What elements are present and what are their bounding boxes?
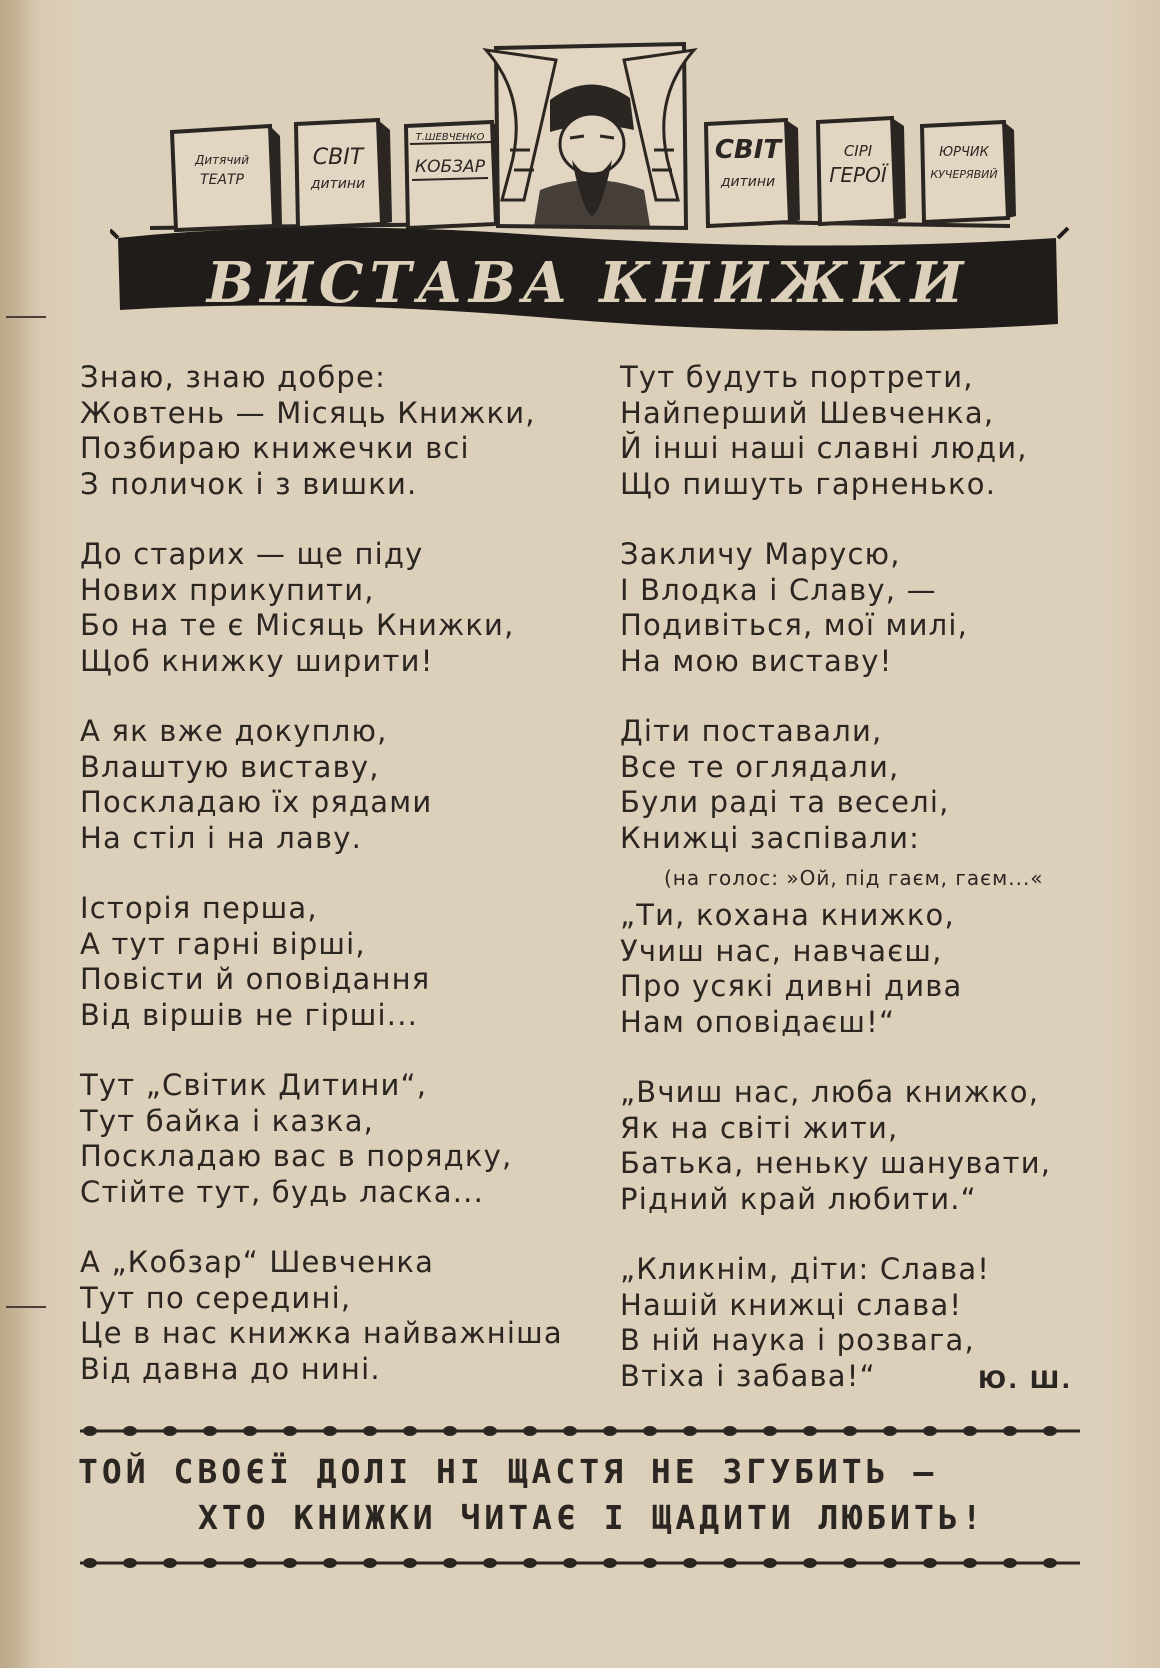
- book-5-label-1: СІРІ: [843, 142, 873, 160]
- poem-line: Нових прикупити,: [80, 572, 375, 607]
- book-3-label-2: КОБЗАР: [415, 157, 485, 177]
- stanza: [620, 1075, 1090, 1217]
- book-4-label-1: СВІТ: [714, 135, 782, 165]
- poem-line: Як на світі жити,: [620, 1110, 899, 1145]
- poem-line: А тут гарні вірші,: [80, 926, 366, 961]
- poem-line: Влаштую виставу,: [80, 749, 380, 784]
- ornament-rule-bottom: [80, 1556, 1080, 1570]
- poem-line: Стійте тут, будь ласка...: [80, 1174, 484, 1209]
- page-title: ВИСТАВА КНИЖКИ: [206, 250, 970, 316]
- poem-line: Що пишуть гарненько.: [620, 466, 997, 501]
- staple-mark: [6, 316, 46, 318]
- book-1-label-1: Дитячий: [194, 153, 250, 167]
- book-2-label-2: дитини: [310, 176, 366, 192]
- book-1: [172, 126, 282, 230]
- poem-line: Позбираю книжечки всі: [80, 431, 470, 465]
- poem-line: Від віршів не гірші...: [80, 997, 419, 1032]
- poem-left-column: [80, 360, 600, 1422]
- header-svg: [110, 40, 1070, 340]
- poem-line: Про усякі дивні дива: [620, 969, 963, 1003]
- poem-line: Тут по середині,: [80, 1280, 352, 1315]
- poem-line: Нашій книжці слава!: [620, 1287, 963, 1322]
- poem-line: Учиш нас, навчаєш,: [620, 933, 943, 968]
- header-illustration: [110, 40, 1070, 340]
- stanza: [80, 1245, 600, 1387]
- poem-line: Діти поставали,: [620, 714, 883, 748]
- poem-line: Тут байка і казка,: [80, 1103, 375, 1138]
- book-6: [922, 122, 1016, 222]
- poem-line: А „Кобзар“ Шевченка: [80, 1245, 435, 1279]
- poem-line: Все те оглядали,: [620, 749, 900, 784]
- motto-line-1: ТОЙ СВОЄЇ ДОЛІ НІ ЩАСТЯ НЕ ЗГУБИТЬ —: [78, 1452, 938, 1491]
- poem-line: До старих — ще піду: [80, 537, 424, 571]
- poem-line: Історія перша,: [80, 891, 318, 925]
- motto-line-2: ХТО КНИЖКИ ЧИТАЄ І ЩАДИТИ ЛЮБИТЬ!: [198, 1498, 986, 1537]
- stanza: [80, 360, 600, 502]
- poem-line: А як вже докуплю,: [80, 714, 388, 748]
- book-5-label-2: ГЕРОЇ: [829, 163, 887, 187]
- poem-line: На стіл і на лаву.: [80, 820, 363, 855]
- poem-line: „Ти, кохана книжко,: [620, 898, 955, 932]
- poem-line: Тут „Світик Дитини“,: [80, 1068, 428, 1102]
- tune-note: (на голос: »Ой, під гаєм, гаєм...«: [664, 866, 1044, 890]
- book-4-label-2: дитини: [720, 174, 776, 190]
- author-signature: Ю. Ш.: [978, 1366, 1073, 1394]
- stanza: [80, 1068, 600, 1210]
- poem-line: І Влодка і Славу, —: [620, 572, 937, 607]
- poem-line: В ній наука і розвага,: [620, 1323, 975, 1357]
- poem-line: Повісти й оповідання: [80, 962, 431, 996]
- book-3: [406, 122, 504, 228]
- book-6-label-1: ЮРЧИК: [939, 145, 989, 160]
- poem-line: Рідний край любити.“: [620, 1181, 977, 1216]
- poem-line: Закличу Марусю,: [620, 537, 901, 571]
- stanza: [620, 714, 1090, 856]
- title-banner: [110, 227, 1068, 330]
- book-3-label-1: Т.ШЕВЧЕНКО: [415, 132, 485, 143]
- poem-line: Бо на те є Місяць Книжки,: [80, 608, 515, 642]
- stanza: [620, 898, 1090, 1040]
- stanza: [620, 537, 1090, 679]
- portrait-frame: [486, 44, 694, 228]
- stanza: [80, 891, 600, 1033]
- book-2: [296, 120, 392, 228]
- book-1-label-2: ТЕАТР: [200, 172, 244, 188]
- stanza: [80, 537, 600, 679]
- poem-line: Подивіться, мої милі,: [620, 608, 969, 642]
- poem-line: Й інші наші славні люди,: [620, 431, 1028, 465]
- poem-line: Поскладаю вас в порядку,: [80, 1139, 513, 1173]
- poem-line: Найперший Шевченка,: [620, 395, 995, 430]
- poem-line: Це в нас книжка найважніша: [80, 1316, 563, 1350]
- poem-line: „Вчиш нас, люба книжко,: [620, 1075, 1040, 1109]
- poem-line: Втіха і забава!“: [620, 1358, 876, 1393]
- poem-line: З поличок і з вишки.: [80, 466, 418, 501]
- page-spine: [0, 0, 36, 1668]
- book-6-label-2: КУЧЕРЯВИЙ: [930, 168, 998, 181]
- poem-line: Батька, неньку шанувати,: [620, 1146, 1052, 1180]
- stanza: [80, 714, 600, 856]
- poem-line: Від давна до нині.: [80, 1351, 381, 1386]
- poem-line: Жовтень — Місяць Книжки,: [80, 395, 536, 430]
- poem-line: Були раді та веселі,: [620, 785, 950, 819]
- poem-line: Тут будуть портрети,: [620, 360, 974, 394]
- book-5: [818, 118, 906, 224]
- poem-line: Книжці заспівали:: [620, 820, 921, 855]
- book-2-label-1: СВІТ: [312, 145, 364, 170]
- poem-line: На мою виставу!: [620, 643, 893, 678]
- poem-line: „Кликнім, діти: Слава!: [620, 1252, 991, 1286]
- book-4: [706, 120, 800, 226]
- poem-right-column: [620, 360, 1090, 1429]
- staple-mark: [6, 1306, 46, 1308]
- poem-line: Поскладаю їх рядами: [80, 785, 433, 819]
- ornament-rule-top: [80, 1424, 1080, 1438]
- poem-line: Щоб книжку ширити!: [80, 643, 434, 678]
- poem-line: Нам оповідаєш!“: [620, 1004, 896, 1039]
- poem-line: Знаю, знаю добре:: [80, 360, 387, 394]
- stanza: [620, 360, 1090, 502]
